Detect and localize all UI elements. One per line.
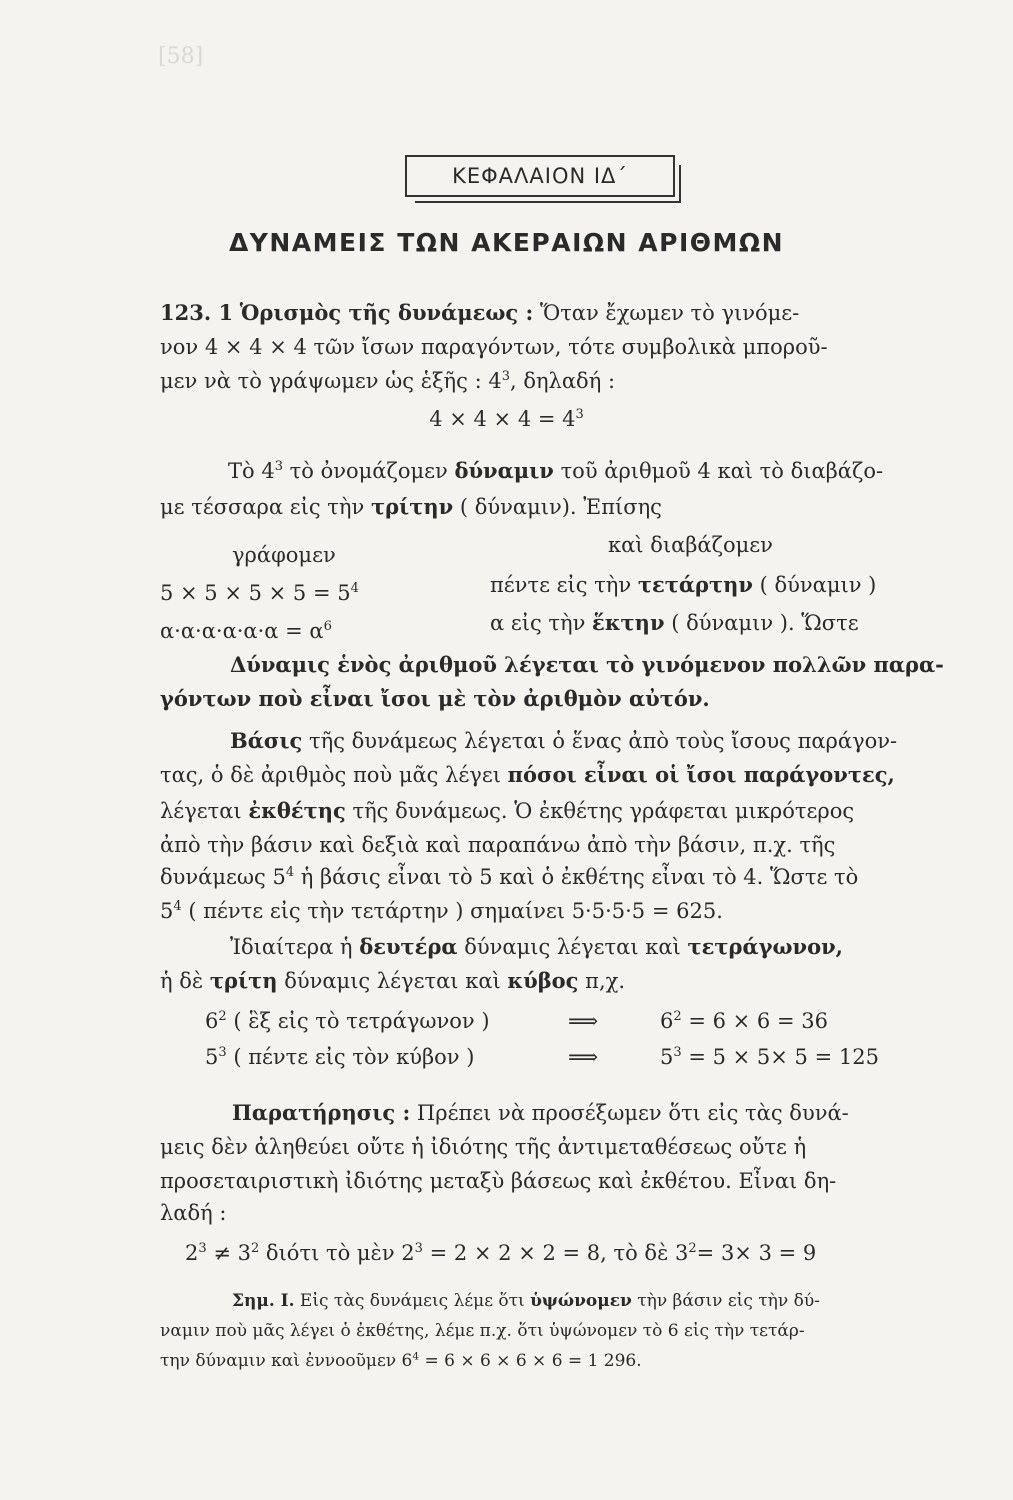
- exponent: 3: [575, 407, 584, 422]
- section-heading: Ὁρισμὸς τῆς δυνάμεως :: [239, 300, 534, 325]
- text-run: ( πέντε εἰς τὸν κύβον ): [226, 1045, 475, 1069]
- text-run: πέντε εἰς τὴν: [490, 573, 638, 597]
- text-run: λέγεται: [160, 799, 249, 823]
- text-run: π,χ.: [578, 969, 626, 993]
- text-run: δύναμις λέγεται καὶ: [457, 935, 688, 959]
- text-run: ( πέντε εἰς τὴν τετάρτην ) σημαίνει 5·5·5·5 = 625.: [181, 899, 723, 923]
- exponent: 2: [250, 1241, 260, 1256]
- arrow-icon: ⟹: [568, 1045, 599, 1069]
- col-right-heading: καὶ διαβάζομεν: [608, 533, 773, 557]
- exponent: 3: [501, 369, 510, 384]
- footnote-line-3: [160, 1346, 960, 1376]
- para-power-line-1: [228, 454, 1013, 488]
- text-run: ( δύναμιν ). Ὥστε: [664, 611, 859, 635]
- text-run: Ἰδιαίτερα ἡ: [230, 935, 360, 959]
- text-run: τῆς δυνάμεως. Ὁ ἐκθέτης γράφεται μικρότερος: [345, 799, 855, 823]
- text-run: ≠ 3: [206, 1241, 251, 1265]
- inequality-line: [185, 1236, 985, 1270]
- text-run: 6: [660, 1009, 674, 1033]
- text-run: τας, ὁ δὲ ἀριθμὸς ποὺ μᾶς λέγει: [160, 763, 508, 787]
- text-run: την δύναμιν καὶ ἐννοοῦμεν 6: [160, 1351, 413, 1371]
- text-run: ἡ βάσις εἶναι τὸ 5 καὶ ὁ ἐκθέτης εἶναι τὸ 4. Ὥστε τὸ: [294, 865, 859, 889]
- exponent: 3: [673, 1045, 682, 1060]
- text-run: ἡ δὲ: [160, 969, 210, 993]
- text-run: τῆς δυνάμεως λέγεται ὁ ἕνας ἀπὸ τοὺς ἴσους παράγον-: [302, 729, 898, 753]
- exponent: 2: [688, 1241, 697, 1256]
- footnote-line-2: ναμιν ποὺ μᾶς λέγει ὁ ἐκθέτης, λέμε π.χ. ὅτι ὑψώνομεν τὸ 6 εἰς τὴν τετάρ-: [160, 1321, 805, 1341]
- remark-line-3: προσεταιριστικὴ ἰδιότης μεταξὺ βάσεως καὶ ἐκθέτου. Εἶναι δη-: [160, 1169, 837, 1193]
- text-run: 5: [160, 899, 174, 923]
- text-run: 5 × 5 × 5 × 5 = 5: [160, 581, 351, 605]
- exponent: 4: [350, 581, 359, 596]
- bold-term: κύβος: [507, 968, 579, 993]
- base-line-1: [230, 724, 1013, 758]
- chapter-title: ΔΥΝΑΜΕΙΣ ΤΩΝ ΑΚΕΡΑΙΩΝ ΑΡΙΘΜΩΝ: [228, 228, 785, 257]
- section-line-1: [160, 296, 960, 330]
- text-run: = 6 × 6 × 6 × 6 = 1 296.: [419, 1351, 642, 1371]
- col-right-row-1: [490, 568, 960, 602]
- square-line-1: [230, 930, 1013, 964]
- text-run: Ὅταν ἔχωμεν τὸ γινόμε-: [539, 301, 800, 325]
- bold-term: Σημ. Ι.: [232, 1291, 295, 1311]
- text-run: τὴν βάσιν εἰς τὴν δύ-: [631, 1291, 820, 1311]
- bold-term: δύναμιν: [454, 458, 554, 483]
- text-run: , δηλαδή :: [509, 369, 616, 393]
- bold-term: Βάσις: [230, 728, 303, 753]
- bold-term: ὑψώνομεν: [530, 1291, 632, 1311]
- base-line-6: [160, 894, 960, 928]
- section-line-3: [160, 364, 960, 398]
- text-run: 5: [660, 1045, 674, 1069]
- base-line-3: [160, 794, 960, 828]
- bold-term: τρίτη: [209, 968, 278, 993]
- text-run: = 5 × 5× 5 = 125: [681, 1045, 879, 1069]
- bold-term: ἕκτην: [592, 610, 665, 635]
- text-run: α εἰς τὴν: [490, 611, 593, 635]
- footnote-line-1: [232, 1286, 1013, 1316]
- base-line-5: [160, 860, 960, 894]
- para-power-line-2: [160, 490, 960, 524]
- text-run: ( ἓξ εἰς τὸ τετράγωνον ): [226, 1009, 490, 1033]
- text-run: Πρέπει νὰ προσέξωμεν ὅτι εἰς τὰς δυνά-: [410, 1101, 849, 1125]
- arrow-icon: ⟹: [568, 1009, 599, 1033]
- col-left-heading: γράφομεν: [232, 543, 336, 567]
- text-run: ( δύναμιν). Ἐπίσης: [453, 495, 662, 519]
- text-run: τοῦ ἀριθμοῦ 4 καὶ τὸ διαβάζο-: [553, 459, 884, 483]
- bold-term: Παρατήρησις :: [232, 1100, 411, 1125]
- text-run: τὸ ὀνομάζομεν: [282, 459, 455, 483]
- square-line-2: [160, 964, 960, 998]
- text-run: α·α·α·α·α·α = α: [160, 619, 324, 643]
- exponent: 3: [274, 459, 283, 474]
- text-run: Τὸ 4: [228, 459, 275, 483]
- bold-term: πόσοι εἶναι οἱ ἴσοι παράγοντες,: [507, 762, 895, 787]
- exponent: 3: [218, 1045, 227, 1060]
- remark-line-4: λαδή :: [160, 1201, 227, 1225]
- definition-line-2: γόντων ποὺ εἶναι ἴσοι μὲ τὸν ἀριθμὸν αὐτόν.: [160, 686, 710, 711]
- exponent: 6: [323, 619, 332, 634]
- example-cube-right: [660, 1040, 960, 1074]
- bold-term: ἐκθέτης: [248, 798, 346, 823]
- base-line-2: [160, 758, 960, 792]
- text-run: δυνάμεως 5: [160, 865, 286, 889]
- definition-line-1: Δύναμις ἑνὸς ἀριθμοῦ λέγεται τὸ γινόμενον πολλῶν παρα-: [230, 652, 944, 677]
- text-run: = 6 × 6 = 36: [681, 1009, 828, 1033]
- section-line-2: νον 4 × 4 × 4 τῶν ἴσων παραγόντων, τότε συμβολικὰ μποροῦ-: [160, 335, 828, 359]
- text-run: = 2 × 2 × 2 = 8, τὸ δὲ 3: [422, 1241, 689, 1265]
- text-run: 6: [205, 1009, 219, 1033]
- exponent: 3: [414, 1241, 423, 1256]
- exponent: 2: [673, 1009, 682, 1024]
- exponent: 3: [198, 1241, 207, 1256]
- chapter-label: [405, 155, 675, 197]
- text-run: 5: [205, 1045, 219, 1069]
- equation-power: [0, 402, 1013, 436]
- exponent: 2: [218, 1009, 227, 1024]
- section-number: 123. 1: [160, 300, 234, 325]
- exponent: 4: [412, 1350, 420, 1363]
- bold-term: δευτέρα: [359, 934, 458, 959]
- chapter-label-text: ΚΕΦΑΛΑΙΟΝ ΙΔ΄: [452, 164, 628, 188]
- exponent: 4: [173, 899, 182, 914]
- text-run: δύναμις λέγεται καὶ: [277, 969, 508, 993]
- remark-line-1: [232, 1096, 1013, 1130]
- text-run: 2: [185, 1241, 199, 1265]
- text-run: = 3× 3 = 9: [696, 1241, 817, 1265]
- text-run: διότι τὸ μὲν 2: [259, 1241, 415, 1265]
- text-run: Εἰς τὰς δυνάμεις λέμε ὅτι: [294, 1291, 531, 1311]
- bold-term: τετάρτην: [637, 572, 753, 597]
- text-run: 4 × 4 × 4 = 4: [429, 407, 576, 431]
- text-run: ( δύναμιν ): [752, 573, 877, 597]
- remark-line-2: μεις δὲν ἀληθεύει οὔτε ἡ ἰδιότης τῆς ἀντιμεταθέσεως οὔτε ἡ: [160, 1135, 807, 1159]
- text-run: με τέσσαρα εἰς τὴν: [160, 495, 371, 519]
- text-run: μεν νὰ τὸ γράψωμεν ὡς ἑξῆς : 4: [160, 369, 502, 393]
- bold-term: τρίτην: [370, 494, 454, 519]
- col-right-row-2: [490, 606, 960, 640]
- bold-term: τετράγωνον,: [687, 934, 843, 959]
- exponent: 4: [285, 865, 295, 880]
- ghost-page-number: [58]: [158, 44, 204, 69]
- base-line-4: ἀπὸ τὴν βάσιν καὶ δεξιὰ καὶ παραπάνω ἀπὸ τὴν βάσιν, π.χ. τῆς: [160, 833, 836, 857]
- example-square-right: [660, 1004, 960, 1038]
